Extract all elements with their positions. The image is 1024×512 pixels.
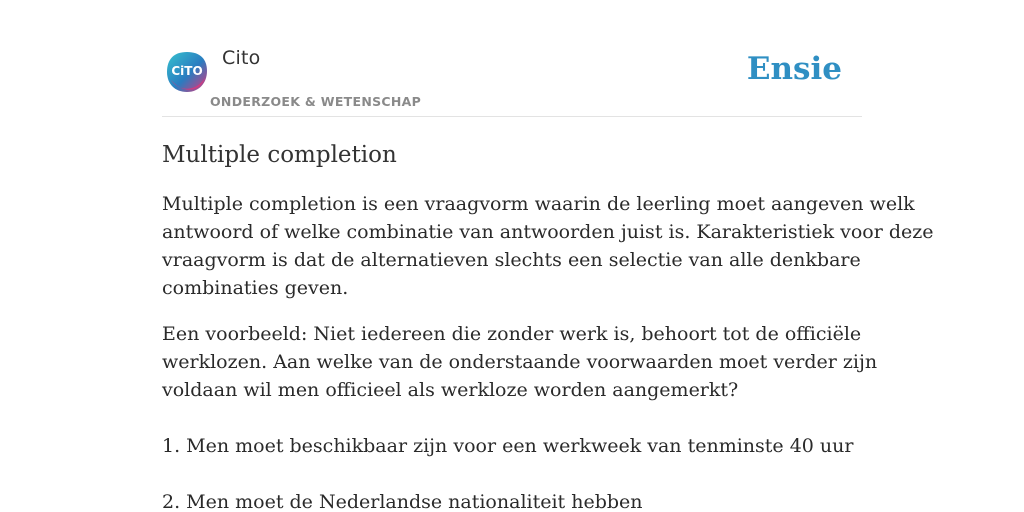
paragraph-line: combinaties geven. — [162, 277, 349, 299]
cito-logo-text: CiTO — [171, 64, 203, 78]
paragraph-line: vraagvorm is dat de alternatieven slechts een selectie van alle denkbare — [162, 249, 861, 271]
article-title: Multiple completion — [162, 142, 397, 168]
paragraph-line: voldaan wil men officieel als werkloze worden aangemerkt? — [162, 379, 739, 401]
cito-logo-icon — [165, 50, 209, 94]
paragraph-line: Multiple completion is een vraagvorm waarin de leerling moet aangeven welk — [162, 193, 915, 215]
brand-name[interactable]: Cito — [222, 47, 261, 69]
paragraph-definition — [162, 190, 934, 302]
site-name-link[interactable]: Ensie — [746, 51, 842, 87]
cito-logo[interactable] — [165, 50, 209, 94]
brand-tagline: ONDERZOEK & WETENSCHAP — [210, 94, 422, 109]
list-item: 2. Men moet de Nederlandse nationaliteit hebben — [162, 491, 643, 512]
paragraph-line: antwoord of welke combinatie van antwoorden juist is. Karakteristiek voor deze — [162, 221, 934, 243]
paragraph-example — [162, 320, 878, 404]
page-header — [162, 42, 862, 117]
paragraph-line: Een voorbeeld: Niet iedereen die zonder werk is, behoort tot de officiële — [162, 323, 862, 345]
article-content — [162, 138, 934, 512]
list-item: 1. Men moet beschikbaar zijn voor een werkweek van tenminste 40 uur — [162, 435, 854, 457]
paragraph-line: werklozen. Aan welke van de onderstaande voorwaarden moet verder zijn — [162, 351, 878, 373]
